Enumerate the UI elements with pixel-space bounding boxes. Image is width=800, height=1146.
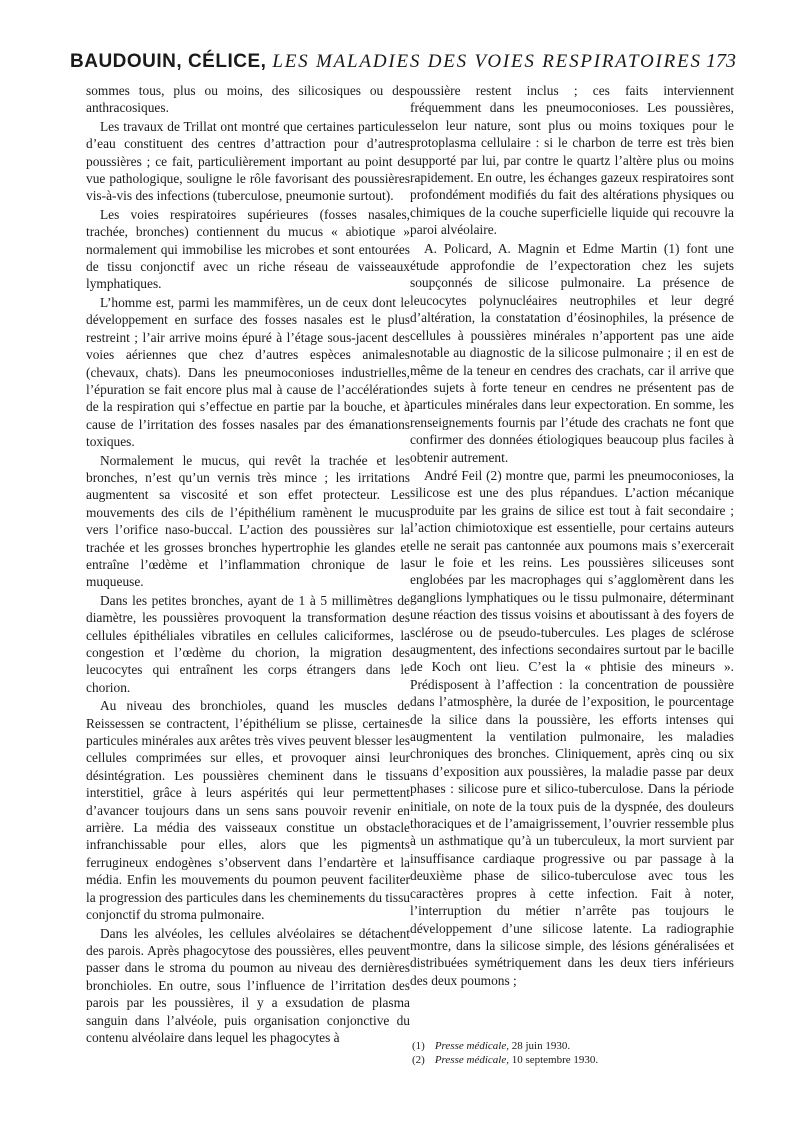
paragraph: Dans les petites bronches, ayant de 1 à 5 millimètres de diamètre, les poussières provoquent la transformation des cellules épithéliales vibratiles en cellules caliciformes, la congestion et l’œdème du chorion, la migration des leucocytes qui entraînent les corps étrangers dans le chorion.: [86, 592, 410, 695]
left-column: [86, 82, 410, 1047]
header-left: [70, 51, 702, 73]
footnote-marker: (2): [412, 1053, 425, 1066]
running-header: [70, 50, 736, 76]
paragraph: Les voies respiratoires supérieures (fosses nasales, trachée, bronches) contiennent du mucus « abiotique » normalement qui immobilise les microbes et sont entourées de tissu conjonctif avec un riche réseau de vaisseaux lymphatiques.: [86, 206, 410, 292]
paragraph: sommes tous, plus ou moins, des silicosiques ou des anthracosiques.: [86, 83, 410, 116]
paragraph: A. Policard, A. Magnin et Edme Martin (1) font une étude approfondie de l’expectoration chez les sujets soupçonnés de silicose pulmonaire. La présence de leucocytes polynucléaires neutrophiles et leur degré d’altération, la constatation d’éosinophiles, la présence de cellules à poussières minérales n’apportent pas une aide notable au diagnostic de la silicose pulmonaire ; il en est de même de la teneur en cendres des crachats, car il arrive que des sujets à forte teneur en cendres ne présentent pas de particules minérales dans leur expectoration. En somme, les renseignements fournis par l’étude des crachats ne font que confirmer des données étiologiques beaucoup plus faciles à obtenir autrement.: [410, 240, 734, 465]
paragraph: Les travaux de Trillat ont montré que certaines particules d’eau constituent des centres d’attraction pour d’autres poussières ; ce fait, particulièrement important au point de vue pathologique, souligne le rôle favorisant des poussières vis-à-vis des infections (tuberculose, pneumonie surtout).: [86, 118, 410, 204]
footnote-publication: Presse médicale,: [434, 1040, 509, 1052]
footnote: [412, 1054, 732, 1068]
footnotes: [412, 1040, 732, 1067]
paragraph: André Feil (2) montre que, parmi les pneumoconioses, la silicose est une des plus répandues. L’action mécanique produite par les grains de silice est tout à fait secondaire ; l’action chimiotoxique est essentielle, pour certains auteurs elle ne serait pas cantonnée aux poumons mais s’exercerait sur le foie et les reins. Les poussières siliceuses sont englobées par les macrophages qui s’agglomèrent dans les ganglions lymphatiques ou le tissu pulmonaire, déterminant une réaction des tissus voisins et aboutissant à des foyers de sclérose ou de pseudo-tubercules. Les plages de sclérose augmentent, des infections secondaires surtout par le bacille de Koch ont lieu. C’est la « phtisie des mineurs ». Prédisposent à l’affection : la concentration de poussière dans l’atmosphère, la durée de l’exposition, le pourcentage de la silice dans la poussière, les efforts intenses qui augmentent la ventilation pulmonaire, les maladies chroniques des bronches. Cliniquement, après cinq ou six ans d’exposition aux poussières, la maladie passe par deux phases : silicose pure et silico-tuberculose. Dans la période initiale, on note de la toux puis de la dyspnée, des douleurs thoraciques et de l’amaigrissement, l’ouvrier ressemble plus à un asthmatique qu’à un tuberculeux, la mort survient par insuffisance cardiaque progressive ou par passage à la deuxième phase de silico-tuberculose avec tous les caractères propres à cette infection. Fait à noter, l’interruption du métier n’arrête pas toujours le développement d’une silicose latente. La radiographie montre, dans la silicose simple, des lésions généralisées et distribuées symétriquement dans les deux tiers inférieurs des deux poumons ;: [410, 467, 734, 988]
right-column: [410, 82, 734, 990]
footnote-marker: (1): [412, 1040, 425, 1052]
footnote-date: 28 juin 1930.: [511, 1040, 571, 1052]
page-number: 173: [706, 50, 736, 72]
paragraph: L’homme est, parmi les mammifères, un de ceux dont le développement en surface des fosses nasales est le plus restreint ; l’air arrive moins épuré à l’étage sous-jacent des voies aériennes que chez d’autres espèces animales (chevaux, chats). Dans les pneumoconioses industrielles, l’épuration se fait encore plus mal à cause de l’accélération de la respiration qui s’effectue en partie par la bouche, et à cause de l’irritation des fosses nasales par des émanations toxiques.: [86, 294, 410, 450]
paragraph: poussière restent inclus ; ces faits interviennent fréquemment dans les pneumoconioses. Les poussières, selon leur nature, sont plus ou moins toxiques pour le protoplasma cellulaire : si le charbon de terre est très bien supporté par lui, par contre le quartz l’altère plus ou moins rapidement. En outre, les échanges gazeux respiratoires sont profondément modifiés du fait des altérations physiques ou chimiques de la couche superficielle liquide qui recouvre la paroi alvéolaire.: [410, 83, 734, 238]
paragraph: Au niveau des bronchioles, quand les muscles de Reissessen se contractent, l’épithélium se plisse, certaines particules minérales aux arêtes très vives peuvent blesser les cellules comprimées sur elles, et provoquer ainsi leur désintégration. Les poussières cheminent dans le tissu interstitiel, grâce à leurs aspérités qui leur permettent d’avancer toujours dans un sens sans pouvoir revenir en arrière. La média des vaisseaux constitue un obstacle infranchissable pour elles, alors que les pigments ferrugineux endogènes s’observent dans l’endartère et la média. Enfin les mouvements du poumon peuvent faciliter la progression des particules dans les cheminements du tissu conjonctif du stroma pulmonaire.: [86, 698, 410, 923]
paragraph: Dans les alvéoles, les cellules alvéolaires se détachent des parois. Après phagocytose des poussières, elles peuvent passer dans le stroma du poumon au niveau des dernières bronchioles. En outre, sous l’influence de l’irritation des parois par les poussières, il y a exsudation de plasma sanguin dans l’alvéole, puis organisation conjonctive du contenu alvéolaire dans lequel les phagocytes à: [86, 925, 410, 1045]
footnote: [412, 1040, 732, 1054]
footnote-publication: Presse médicale,: [434, 1053, 509, 1066]
header-title: LES MALADIES DES VOIES RESPIRATOIRES: [272, 51, 702, 72]
paragraph: Normalement le mucus, qui revêt la trachée et les bronches, n’est qu’un vernis très mince ; les irritations augmentent sa viscosité et son effet protecteur. Les mouvements des cils de l’épithélium ramènent le mucus vers l’orifice naso-buccal. L’action des poussières sur la trachée et les grosses bronches hypertrophie les glandes et entraîne l’œdème et l’inflammation chronique de la muqueuse.: [86, 452, 410, 590]
footnote-date: 10 septembre 1930.: [511, 1053, 599, 1066]
header-authors: BAUDOUIN, CÉLICE,: [70, 51, 267, 72]
